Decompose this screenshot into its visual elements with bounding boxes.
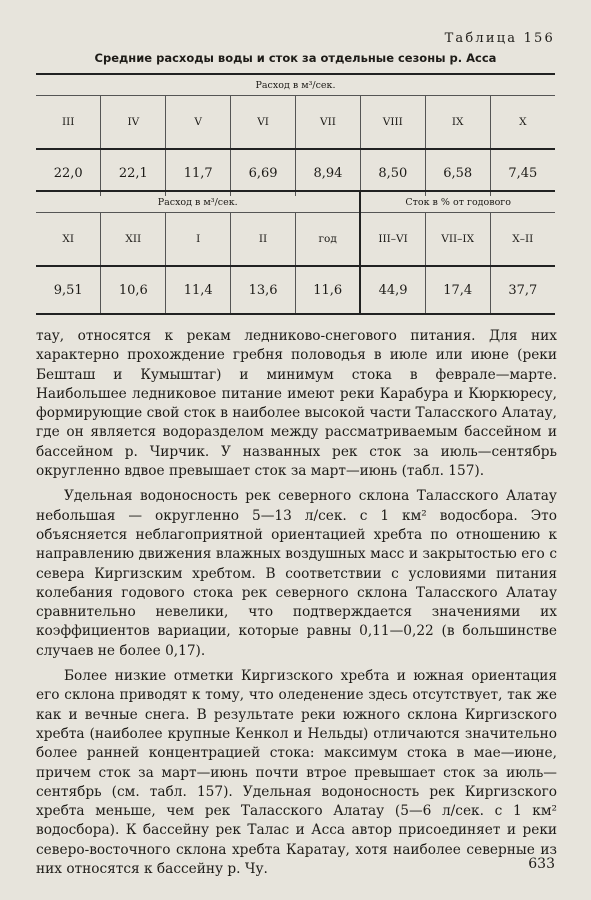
table1-cell: 7,45 <box>490 149 555 196</box>
flow-table-2 <box>36 190 555 315</box>
table2-cell: 13,6 <box>231 266 296 314</box>
paragraph: Удельная водоносность рек северного склона Таласского Алатау небольшая — округленно 5—13 л/сек. с 1 км² водосбора. Это объясняется неблагоприятной ориентацией хребта по отношению к направлению движения влажных воздушных масс и закрытостью его с севера Киргизским хребтом. В соответствии с условиями питания колебания годового стока рек северного склона Таласского Алатау сравнительно невелики, что подтверждается значениями их коэффициентов вариации, которые равны 0,11—0,22 (в большинстве случаев не более 0,17). <box>36 488 557 659</box>
table1-header-row <box>36 96 555 150</box>
table2-col-header: год <box>296 213 361 267</box>
table2-col-header: II <box>231 213 296 267</box>
table1-cell: 22,0 <box>53 165 83 181</box>
table1-value-row <box>36 149 555 196</box>
table1-col-header: VII <box>296 96 361 150</box>
page-number: 633 <box>528 856 555 872</box>
table2-cell: 10,6 <box>101 266 166 314</box>
table2-group-header-runoff: Сток в % от годового <box>360 191 555 213</box>
table1-col-header: III <box>36 96 101 150</box>
table2-value-row <box>36 266 555 314</box>
table1-cell: 11,7 <box>166 149 231 196</box>
table1-col-header: X <box>490 96 555 150</box>
table2-col-header: XII <box>101 213 166 267</box>
table2-col-header: III–VI <box>360 213 425 267</box>
table2-cell: 17,4 <box>425 266 490 314</box>
table-number: Таблица 156 <box>444 31 555 46</box>
table2-col-header: X–II <box>490 213 555 267</box>
table1-col-header: IV <box>101 96 166 150</box>
table2-col-header: XI <box>36 213 101 267</box>
table1-cell: 8,94 <box>296 149 361 196</box>
body-text <box>36 327 557 879</box>
table2-col-header: I <box>166 213 231 267</box>
flow-table-1 <box>36 73 555 196</box>
table1-cell: 6,58 <box>425 149 490 196</box>
table1-col-header: IX <box>425 96 490 150</box>
table2-cell: 11,4 <box>166 266 231 314</box>
table2-header-row <box>36 213 555 267</box>
paragraph: Более низкие отметки Киргизского хребта и южная ориентация его склона приводят к тому, что оледенение здесь отсутствует, так же как и вечные снега. В результате реки южного склона Киргизского хребта (наиболее крупные Кенкол и Нельды) отличаются значительно более ранней концентрацией стока: максимум стока в мае—июне, причем сток за март—июнь почти втрое превышает сток за июль—сентябрь (см. табл. 157). Удельная водоносность рек Киргизского хребта меньше, чем рек Таласского Алатау (5—6 л/сек. с 1 км² водосбора). К бассейну рек Талас и Асса автор присоединяет и реки северо-восточного склона хребта Каратау, хотя наиболее северные из них относятся к бассейну р. Чу. <box>36 668 557 878</box>
table2-cell: 9,51 <box>36 266 101 314</box>
table1-cell: 8,50 <box>360 149 425 196</box>
table1-col-header: VI <box>231 96 296 150</box>
table2-cell: 11,6 <box>296 266 361 314</box>
table-title: Средние расходы воды и сток за отдельные сезоны р. Асса <box>94 51 497 65</box>
table1-cell: 6,69 <box>231 149 296 196</box>
table2-cell: 44,9 <box>360 266 425 314</box>
table1-col-header: V <box>166 96 231 150</box>
table1-cell: 22,1 <box>101 149 166 196</box>
table1-group-header: Расход в м³/сек. <box>36 74 555 96</box>
table2-col-header: VII–IX <box>425 213 490 267</box>
table2-group-header-flow: Расход в м³/сек. <box>36 191 360 213</box>
table1-col-header: VIII <box>360 96 425 150</box>
paragraph: тау, относятся к рекам ледниково-снегового питания. Для них характерно прохождение гребня половодья в июле или июне (реки Бешташ и Кумыштаг) и минимум стока в феврале—марте. Наибольшее ледниковое питание имеют реки Карабура и Кюркюресу, формирующие свой сток в наиболее высокой части Таласского Алатау, где он является водоразделом между рассматриваемым бассейном и бассейном р. Чирчик. У названных рек сток за июль—сентябрь округленно вдвое превышает сток за март—июнь (табл. 157). <box>36 328 557 480</box>
table2-cell: 37,7 <box>490 266 555 314</box>
